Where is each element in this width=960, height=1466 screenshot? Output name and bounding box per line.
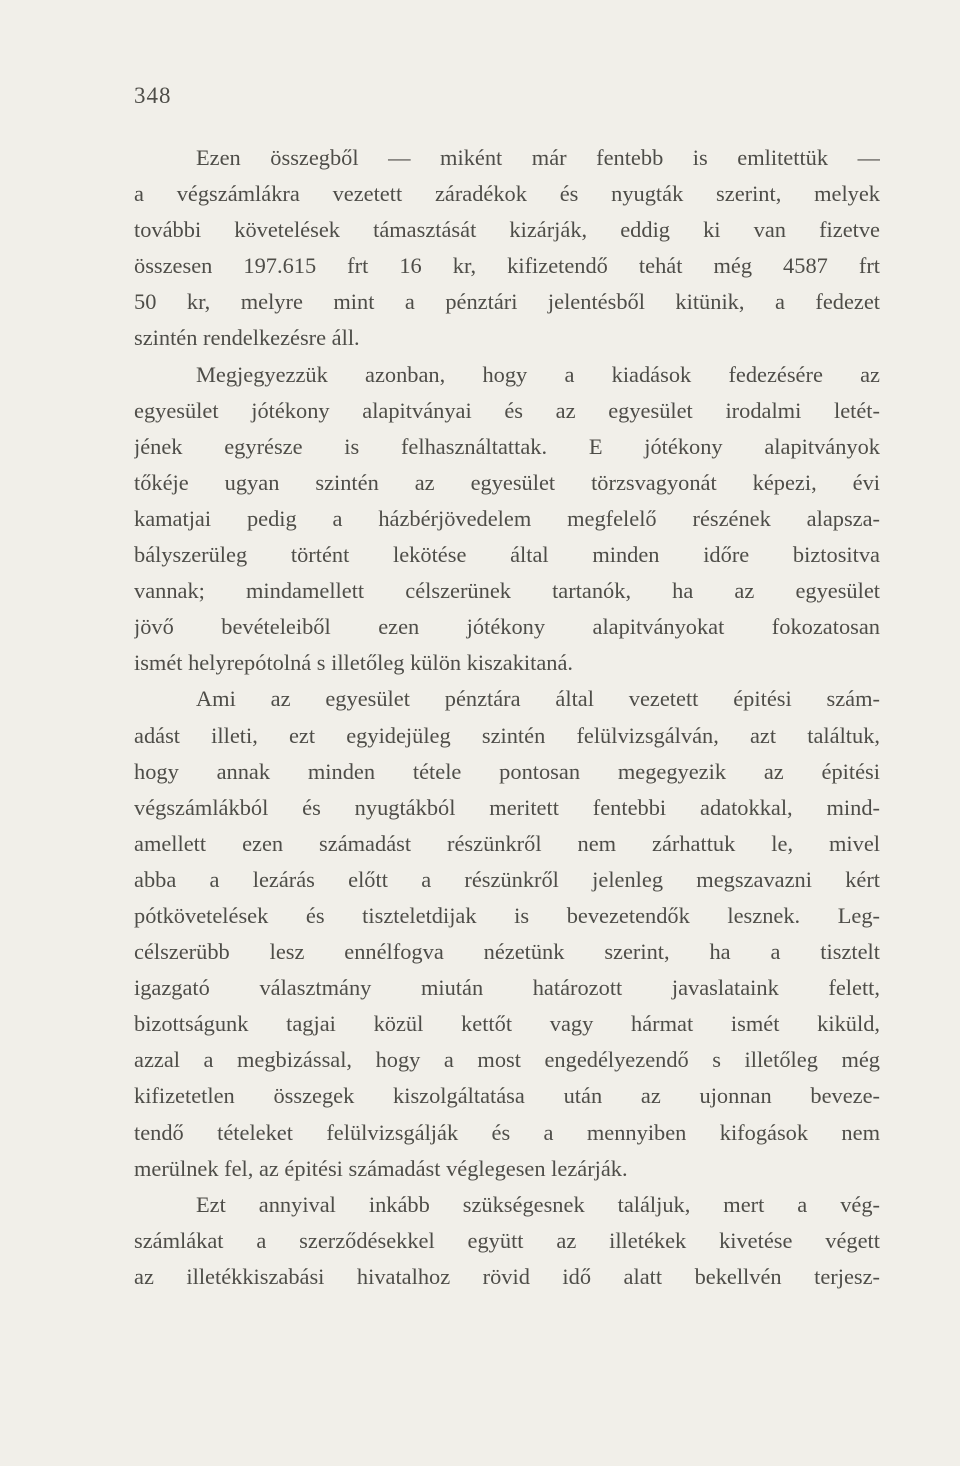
text-line: számlákat a szerződésekkel együtt az illetékek kivetése végett	[134, 1227, 880, 1253]
text-line: a végszámlákra vezetett záradékok és nyugták szerint, melyek	[134, 181, 880, 207]
text-line: végszámlákból és nyugtákból meritett fentebbi adatokkal, mind-	[134, 794, 880, 820]
text-line: merülnek fel, az épitési számadást véglegesen lezárják.	[134, 1155, 628, 1181]
text-line: Ami az egyesület pénztára által vezetett épitési szám-	[196, 686, 880, 712]
text-line: vannak; mindamellett célszerünek tartanók, ha az egyesület	[134, 578, 880, 604]
text-line: amellett ezen számadást részünkről nem zárhattuk le, mivel	[134, 830, 880, 856]
text-line: jövő bevételeiből ezen jótékony alapitványokat fokozatosan	[134, 614, 880, 640]
text-line: az illetékkiszabási hivatalhoz rövid idő alatt bekellvén terjesz-	[134, 1263, 880, 1289]
text-line: bizottságunk tagjai közül kettőt vagy hármat ismét kiküld,	[134, 1011, 880, 1037]
text-line: ismét helyrepótolná s illetőleg külön kiszakitaná.	[134, 650, 574, 676]
text-line: jének egyrésze is felhasználtattak. E jótékony alapitványok	[134, 433, 880, 459]
text-line: szintén rendelkezésre áll.	[134, 325, 360, 351]
text-line: tőkéje ugyan szintén az egyesület törzsvagyonát képezi, évi	[134, 469, 880, 495]
text-line: további követelések támasztását kizárják, eddig ki van fizetve	[134, 217, 880, 243]
text-line: Ezt annyival inkább szükségesnek találjuk, mert a vég-	[196, 1191, 880, 1217]
text-line: egyesület jótékony alapitványai és az egyesület irodalmi letét-	[134, 397, 880, 423]
text-line: kamatjai pedig a házbérjövedelem megfelelő részének alapsza-	[134, 505, 880, 531]
text-line: hogy annak minden tétele pontosan megegyezik az épitési	[134, 758, 880, 784]
text-line: Ezen összegből — miként már fentebb is emlitettük —	[196, 145, 880, 170]
text-line: célszerübb lesz ennélfogva nézetünk szerint, ha a tisztelt	[134, 939, 880, 965]
text-line: Megjegyezzük azonban, hogy a kiadások fedezésére az	[196, 361, 880, 387]
text-line: kifizetetlen összegek kiszolgáltatása után az ujonnan beveze-	[134, 1083, 880, 1109]
text-line: bályszerüleg történt lekötése által minden időre biztositva	[134, 542, 880, 568]
page-number: 348	[134, 83, 172, 108]
body-text	[134, 140, 880, 1295]
text-line: pótkövetelések és tiszteletdijak is bevezetendők lesznek. Leg-	[134, 902, 880, 928]
text-line: 50 kr, melyre mint a pénztári jelentésből kitünik, a fedezet	[134, 289, 880, 315]
text-line: tendő tételeket felülvizsgálják és a mennyiben kifogások nem	[134, 1119, 880, 1145]
text-line: abba a lezárás előtt a részünkről jelenleg megszavazni kért	[134, 866, 880, 892]
text-line: igazgató választmány miután határozott javaslataink felett,	[134, 975, 880, 1001]
text-line: összesen 197.615 frt 16 kr, kifizetendő tehát még 4587 frt	[134, 253, 880, 279]
text-line: azzal a megbizással, hogy a most engedélyezendő s illetőleg még	[134, 1047, 880, 1073]
text-line: adást illeti, ezt egyidejüleg szintén felülvizsgálván, azt találtuk,	[134, 722, 880, 748]
